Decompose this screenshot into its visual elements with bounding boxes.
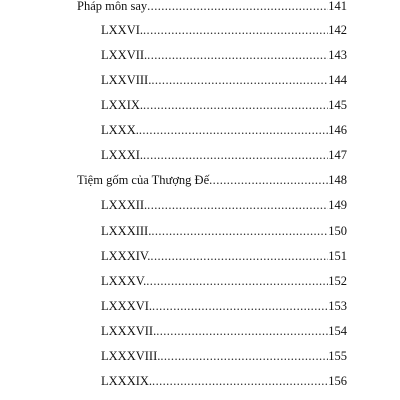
toc-entry-title: Pháp môn say [77,0,148,13]
toc-entry-section[interactable] [101,272,347,290]
toc-entry-page: 152 [328,274,347,288]
dot-leader [139,121,328,139]
toc-entry-title: LXXXIII. [101,224,152,238]
dot-leader [147,0,328,15]
dot-leader [147,196,328,214]
dot-leader [156,322,328,340]
toc-entry-page: 145 [328,98,347,112]
toc-entry-section[interactable] [101,297,347,315]
dot-leader [152,297,328,315]
dot-leader [209,171,328,189]
toc-entry-section[interactable] [101,372,347,390]
dot-leader [151,222,328,240]
toc-entry-page: 141 [328,0,347,13]
toc-entry-page: 156 [328,374,347,388]
toc-entry-page: 154 [328,324,347,338]
toc-entry-section[interactable] [101,96,347,114]
toc-entry-page: 150 [328,224,347,238]
toc-entry-page: 155 [328,349,347,363]
toc-entry-title: LXXVIII. [101,73,152,87]
toc-entry-page: 143 [328,48,347,62]
toc-entry-page: 147 [328,148,347,162]
toc-entry-page: 148 [328,173,347,187]
toc-entry-title: LXXXIX. [101,374,153,388]
toc-entry-title: LXXXII. [101,198,148,212]
toc-entry-section[interactable] [101,146,347,164]
toc-entry-title: LXXVII. [101,48,148,62]
toc-entry-page: 149 [328,198,347,212]
toc-entry-page: 142 [328,23,347,37]
toc-entry-title: Tiệm gốm của Thượng Đế [77,173,210,187]
dot-leader [160,347,328,365]
toc-entry-section[interactable] [101,247,347,265]
toc-entry-title: LXXXVII. [101,324,157,338]
toc-entry-section[interactable] [101,222,347,240]
toc-entry-section[interactable] [101,46,347,64]
toc-entry-section[interactable] [101,322,347,340]
dot-leader [143,21,328,39]
toc-entry-page: 153 [328,299,347,313]
toc-entry-title: LXXXVI. [101,299,153,313]
toc-entry-title: LXXVI. [101,23,144,37]
toc-entry-page: 144 [328,73,347,87]
dot-leader [146,272,328,290]
dot-leader [152,372,328,390]
dot-leader [147,46,328,64]
toc-entry-title: LXXIX. [101,98,144,112]
dot-leader [150,247,328,265]
toc-entry-chapter[interactable] [77,0,347,15]
toc-entry-title: LXXX. [101,123,139,137]
toc-entry-chapter[interactable] [77,171,347,189]
dot-leader [151,71,328,89]
toc-entry-title: LXXXV. [101,274,147,288]
toc-entry-title: LXXXVIII. [101,349,161,363]
dot-leader [143,96,328,114]
dot-leader [143,146,328,164]
toc-entry-section[interactable] [101,21,347,39]
toc-entry-section[interactable] [101,196,347,214]
toc-entry-title: LXXXIV. [101,249,151,263]
toc-entry-title: LXXXI. [101,148,144,162]
toc-entry-section[interactable] [101,71,347,89]
toc-entry-page: 146 [328,123,347,137]
toc-entry-section[interactable] [101,347,347,365]
toc-entry-page: 151 [328,249,347,263]
toc-entry-section[interactable] [101,121,347,139]
